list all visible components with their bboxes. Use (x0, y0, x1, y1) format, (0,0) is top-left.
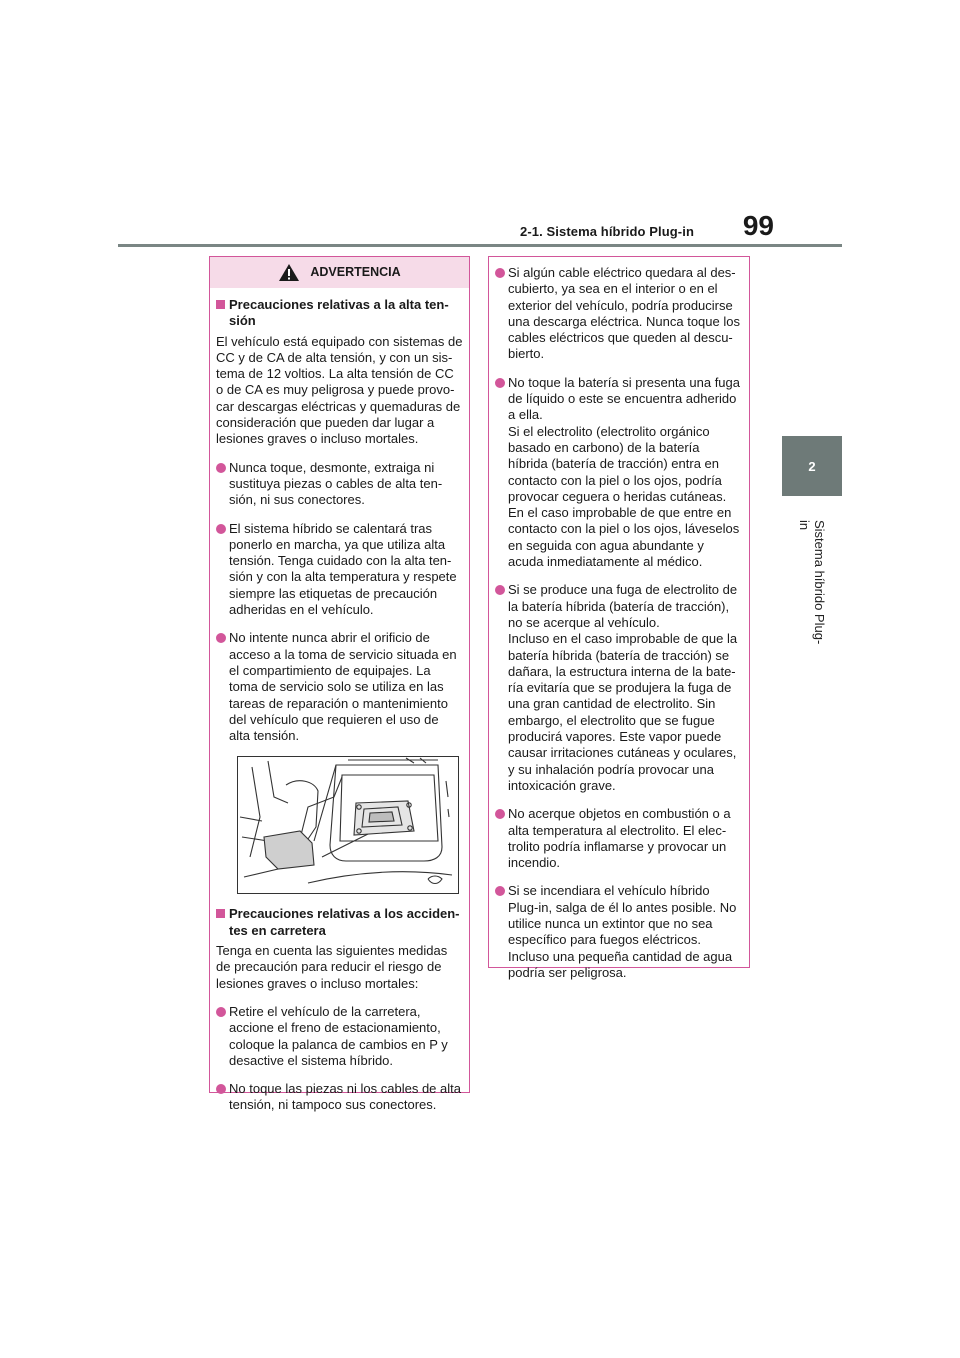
title-line: tes en carretera (229, 922, 326, 938)
warning-header (210, 257, 469, 288)
bullet-item (216, 521, 463, 619)
text-line: híbrida (batería de tracción) entra en (508, 456, 720, 472)
text-line: Si se incendiara el vehículo híbrido (508, 883, 710, 899)
text-line: acuda inmediatamente al médico. (508, 554, 703, 570)
page-number: 99 (742, 210, 774, 241)
section-title-high-voltage (216, 297, 463, 330)
paragraph-road-accidents (216, 943, 463, 992)
text-line: car descargas eléctricas y quemaduras de (216, 398, 461, 414)
text-line: No intente nunca abrir el orificio de (229, 630, 430, 646)
text-line: El sistema híbrido se calentará tras (229, 520, 433, 536)
text-line: una gran cantidad de electrolito. Sin (508, 696, 716, 712)
text-line: En el caso improbable de que entre en (508, 505, 732, 521)
text-line: producirá vapores. Este vapor puede (508, 729, 722, 745)
bullet-item (495, 375, 743, 571)
bullet-item (495, 883, 743, 981)
bullet-item (216, 460, 463, 509)
bullet-item (216, 1081, 463, 1114)
text-line: específico para fuegos eléctricos. (508, 932, 701, 948)
text-line: sustituya piezas o cables de alta ten- (229, 475, 443, 491)
warning-box-right (488, 256, 750, 980)
text-line: bierto. (508, 346, 545, 362)
paragraph-high-voltage (216, 334, 463, 448)
text-line: tensión, ni tampoco sus conectores. (229, 1097, 437, 1113)
circle-bullet-icon (216, 1084, 226, 1094)
text-line: de líquido o este se encuentra adherido (508, 391, 737, 407)
text-line: accione el freno de estacionamiento, (229, 1020, 441, 1036)
text-line: o de CA es muy peligrosa y puede provo- (216, 382, 455, 398)
bullet-item (495, 265, 743, 363)
text-line: desactive el sistema híbrido. (229, 1052, 394, 1068)
text-line: en seguida con agua abundante y (508, 537, 704, 553)
text-line: de precaución para reducir el riesgo de (216, 959, 442, 975)
text-line: trolito podría inflamarse y provocar un (508, 838, 727, 854)
warning-box-left (209, 256, 470, 1113)
title-line: Precauciones relativas a la alta ten- (229, 297, 449, 312)
circle-bullet-icon (495, 585, 505, 595)
text-line: tareas de reparación o mantenimiento (229, 695, 448, 711)
header-rule (118, 244, 842, 247)
text-line: cubierto, ya sea en el interior o en el (508, 281, 718, 297)
bullet-item (495, 582, 743, 794)
circle-bullet-icon (216, 1007, 226, 1017)
text-line: ría evitaría que se produjera la fuga de (508, 680, 732, 696)
text-line: No toque la batería si presenta una fuga (508, 374, 740, 390)
text-line: coloque la palanca de cambios en P y (229, 1036, 448, 1052)
text-line: dañara, la estructura interna de la bate- (508, 663, 736, 679)
text-line: alta temperatura al electrolito. El elec- (508, 822, 727, 838)
chapter-tab: 2 (782, 436, 842, 496)
text-line: incendio. (508, 855, 561, 871)
text-line: CC y de CA de alta tensión, y con un sis- (216, 349, 453, 365)
text-line: lesiones graves o incluso mortales. (216, 431, 419, 447)
text-line: No toque las piezas ni los cables de alta (229, 1081, 461, 1097)
text-line: provocar ceguera o heridas cutáneas. (508, 488, 727, 504)
text-line: a ella. (508, 407, 543, 423)
text-line: sión y con la alta temperatura y respete (229, 569, 457, 585)
text-line: Si se produce una fuga de electrolito de (508, 582, 738, 598)
chapter-side-label: Sistema híbrido Plug-in (797, 520, 827, 645)
text-line: contacto con la piel o los ojos, láveselos (508, 521, 740, 537)
text-line: sión, ni sus conectores. (229, 492, 365, 508)
text-line: siempre las etiquetas de precaución (229, 585, 438, 601)
text-line: causar irritaciones cutáneas y oculares, (508, 745, 737, 761)
luggage-compartment-service-plug-drawing (238, 757, 458, 893)
circle-bullet-icon (495, 268, 505, 278)
text-line: batería híbrida (batería de tracción) se (508, 647, 730, 663)
text-line: contacto con la piel o los ojos, podría (508, 472, 722, 488)
text-line: tensión. Tenga cuidado con la alta ten- (229, 553, 452, 569)
text-line: basado en carbono) de la batería (508, 439, 700, 455)
circle-bullet-icon (216, 463, 226, 473)
text-line: exterior del vehículo, podría producirse (508, 297, 733, 313)
circle-bullet-icon (495, 378, 505, 388)
text-line: Incluso una pequeña cantidad de agua (508, 948, 733, 964)
text-line: Incluso en el caso improbable de que la (508, 631, 738, 647)
text-line: acceso a la toma de servicio situada en (229, 646, 457, 662)
text-line: Nunca toque, desmonte, extraiga ni (229, 459, 435, 475)
circle-bullet-icon (495, 886, 505, 896)
text-line: Plug-in, salga de él lo antes posible. No (508, 899, 737, 915)
text-line: el compartimiento de equipajes. La (229, 662, 431, 678)
text-line: y su inhalación podría provocar una (508, 761, 714, 777)
text-line: ponerlo en marcha, ya que utiliza alta (229, 536, 446, 552)
text-line: adheridas en el vehículo. (229, 602, 374, 618)
warning-header-label: ADVERTENCIA (310, 265, 401, 280)
text-line: Si algún cable eléctrico quedara al des- (508, 265, 736, 280)
text-line: la batería híbrida (batería de tracción), (508, 598, 730, 614)
circle-bullet-icon (216, 524, 226, 534)
text-line: Si el electrolito (electrolito orgánico (508, 423, 710, 439)
text-line: intoxicación grave. (508, 777, 616, 793)
warning-triangle-icon (278, 263, 300, 282)
text-line: toma de servicio solo se utiliza en las (229, 679, 444, 695)
text-line: podría ser peligrosa. (508, 964, 627, 980)
square-bullet-icon (216, 909, 225, 918)
text-line: cables eléctricos que queden al descu- (508, 330, 733, 346)
bullet-item (495, 806, 743, 871)
title-line: sión (229, 313, 256, 329)
text-line: embargo, el electrolito que se fugue (508, 712, 715, 728)
bullet-item (216, 1004, 463, 1069)
bullet-item (216, 630, 463, 744)
text-line: lesiones graves o incluso mortales: (216, 975, 419, 991)
text-line: tema de 12 voltios. La alta tensión de CC (216, 366, 454, 382)
title-line: Precauciones relativas a los acciden- (229, 906, 460, 922)
text-line: alta tensión. (229, 728, 300, 744)
service-plug-illustration (237, 756, 459, 894)
square-bullet-icon (216, 300, 225, 309)
text-line: Retire el vehículo de la carretera, (229, 1003, 421, 1019)
text-line: El vehículo está equipado con sistemas de (216, 333, 463, 349)
text-line: Tenga en cuenta las siguientes medidas (216, 943, 448, 959)
circle-bullet-icon (495, 809, 505, 819)
text-line: del vehículo que requieren el uso de (229, 711, 439, 727)
text-line: utilice nunca un extintor que no sea (508, 915, 713, 931)
section-title-road-accidents (216, 906, 463, 939)
text-line: una descarga eléctrica. Nunca toque los (508, 313, 740, 329)
text-line: consideración que pueden dar lugar a (216, 415, 435, 431)
text-line: No acerque objetos en combustión o a (508, 806, 731, 822)
text-line: no se acerque al vehículo. (508, 614, 660, 630)
page-header-title: 2-1. Sistema híbrido Plug-in (520, 224, 694, 239)
circle-bullet-icon (216, 633, 226, 643)
